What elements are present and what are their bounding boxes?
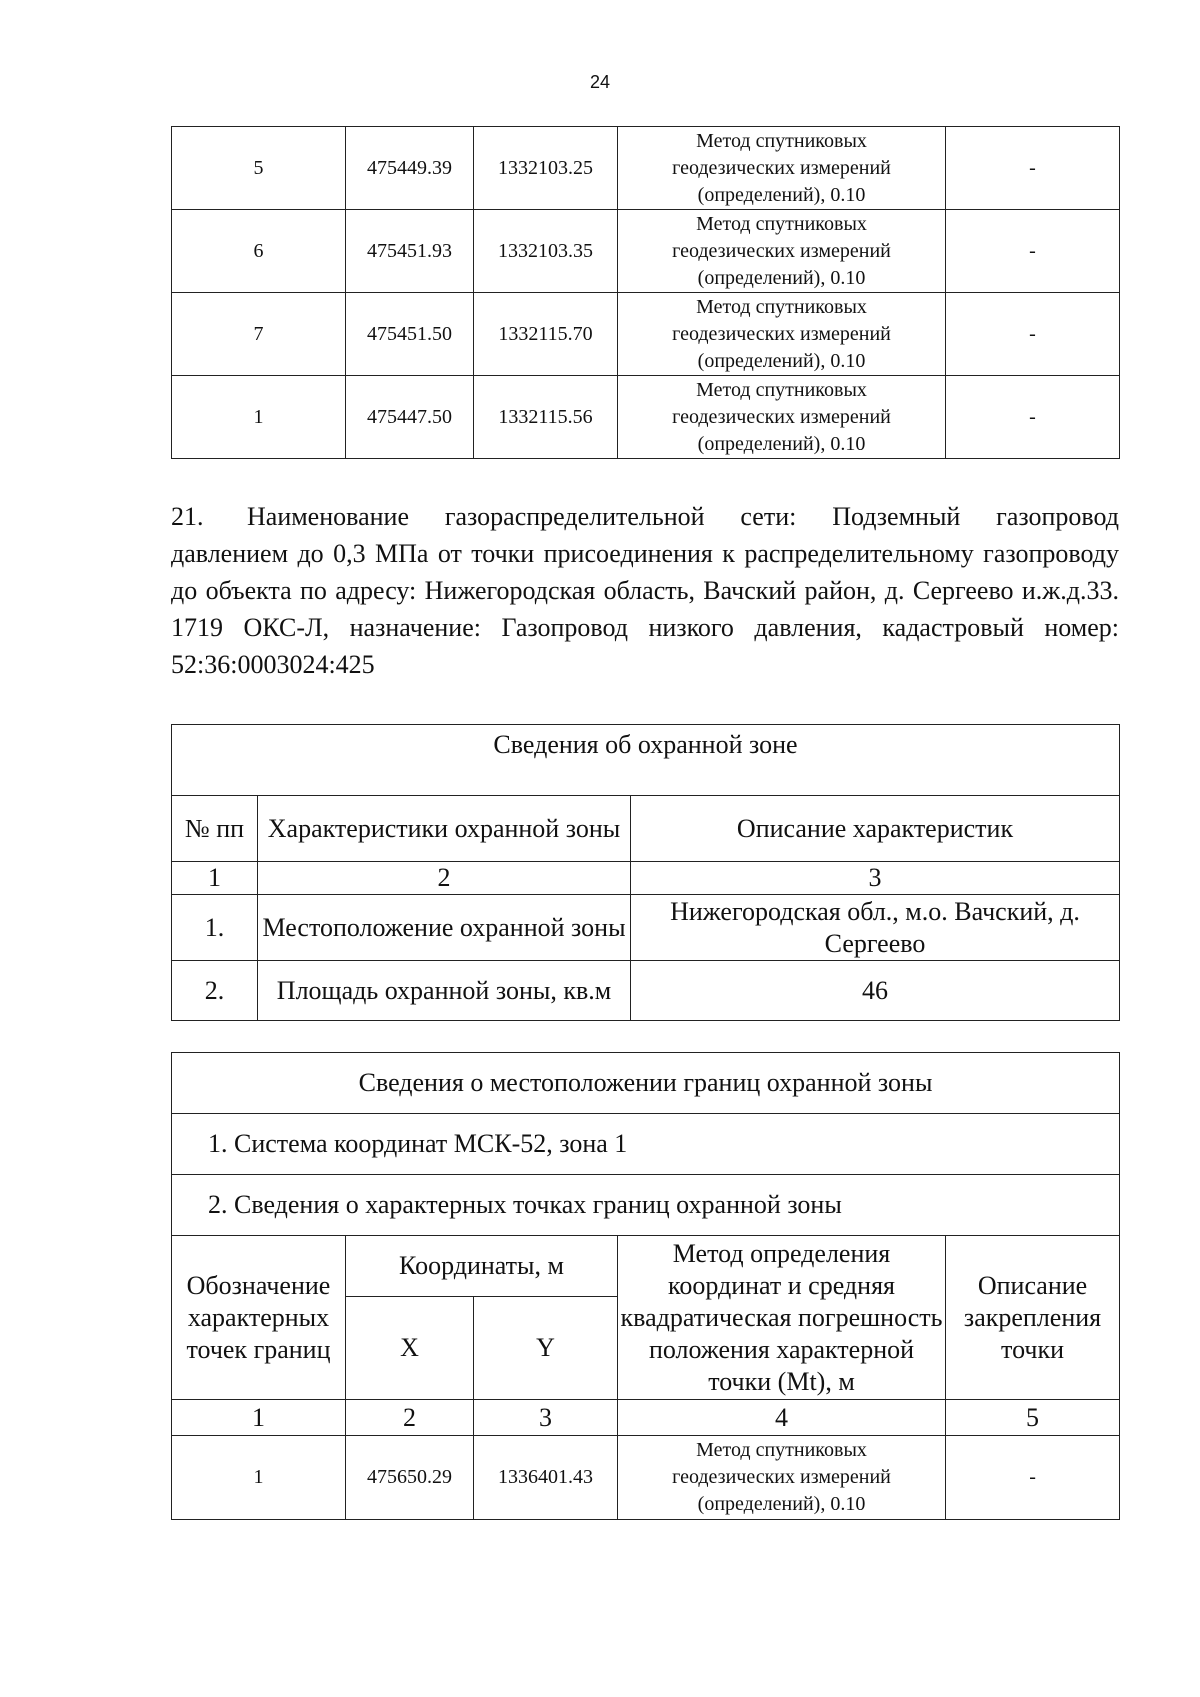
header-description: Описание характеристик [631,796,1120,862]
section-number: 21. [171,502,204,531]
method-line: Метод спутниковых [696,378,867,401]
point-y: 1336401.43 [474,1436,618,1520]
zone-row-num: 2. [172,961,258,1021]
point-fixation: - [946,293,1120,376]
point-fixation: - [946,376,1120,459]
zone-boundaries-table [171,1052,1120,1520]
method-line: геодезических измерений [672,405,891,428]
section-21-paragraph [171,498,1119,683]
point-x: 475451.50 [346,293,474,376]
point-x: 475449.39 [346,127,474,210]
point-id: 1 [172,1436,346,1520]
section-text: Наименование газораспределительной сети: Подземный газопровод давлением до 0,3 МПа от точки присоединения к распределительному газопроводу до объекта по адресу: Нижегородская область, Вачский район, д. Сергеево и.ж.д.33. 1719 ОКС-Л, назначение: Газопровод низкого давления, кадастровый номер: 52:36:0003024:425 [171,502,1119,679]
header-coords: Координаты, м [346,1236,618,1297]
header-method: Метод определения координат и средняя квадратическая погрешность положения характерной точки (Mt), м [618,1236,946,1400]
bounds-table-title: Сведения о местоположении границ охранной зоны [172,1053,1120,1114]
point-y: 1332115.56 [474,376,618,459]
page-number: 24 [589,72,611,92]
method-line: (определений), 0.10 [697,349,866,372]
point-method [618,127,946,210]
point-fixation: - [946,210,1120,293]
point-method [618,1436,946,1520]
method-line: Метод спутниковых [696,295,867,318]
point-method [618,293,946,376]
point-x: 475451.93 [346,210,474,293]
zone-row-description: 46 [631,961,1120,1021]
point-id: 7 [172,293,346,376]
method-line: геодезических измерений [672,322,891,345]
table-row [172,293,1120,376]
method-line: геодезических измерений [672,239,891,262]
point-fixation: - [946,127,1120,210]
method-line: Метод спутниковых [696,129,867,152]
protection-zone-table [171,724,1120,1021]
method-line: (определений), 0.10 [697,266,866,289]
point-y: 1332115.70 [474,293,618,376]
index-cell: 3 [474,1400,618,1436]
zone-table-title: Сведения об охранной зоне [172,725,1120,796]
index-cell: 4 [618,1400,946,1436]
point-id: 1 [172,376,346,459]
table-row [172,210,1120,293]
index-cell: 5 [946,1400,1120,1436]
method-line: геодезических измерений [672,156,891,179]
header-num: № пп [172,796,258,862]
zone-row-description: Нижегородская обл., м.о. Вачский, д. Сергеево [631,895,1120,961]
points-title: 2. Сведения о характерных точках границ охранной зоны [172,1175,1120,1236]
index-cell: 2 [346,1400,474,1436]
header-designation: Обозначение характерных точек границ [172,1236,346,1400]
zone-row-characteristic: Площадь охранной зоны, кв.м [258,961,631,1021]
point-fixation: - [946,1436,1120,1520]
header-x: X [346,1297,474,1400]
point-y: 1332103.25 [474,127,618,210]
zone-row-num: 1. [172,895,258,961]
header-fixation: Описание закрепления точки [946,1236,1120,1400]
point-y: 1332103.35 [474,210,618,293]
index-cell: 3 [631,862,1120,895]
index-cell: 2 [258,862,631,895]
method-line: геодезических измерений [672,1466,891,1488]
point-id: 5 [172,127,346,210]
coordinate-system: 1. Система координат МСК-52, зона 1 [172,1114,1120,1175]
method-line: (определений), 0.10 [697,432,866,455]
table-row [172,127,1120,210]
method-line: Метод спутниковых [696,212,867,235]
header-y: Y [474,1297,618,1400]
index-cell: 1 [172,862,258,895]
point-x: 475447.50 [346,376,474,459]
method-line: (определений), 0.10 [697,1493,866,1515]
index-cell: 1 [172,1400,346,1436]
method-line: (определений), 0.10 [697,183,866,206]
point-x: 475650.29 [346,1436,474,1520]
header-characteristic: Характеристики охранной зоны [258,796,631,862]
zone-row-characteristic: Местоположение охранной зоны [258,895,631,961]
table-row [172,376,1120,459]
point-method [618,376,946,459]
points-table-continued [171,126,1120,459]
point-method [618,210,946,293]
point-id: 6 [172,210,346,293]
method-line: Метод спутниковых [696,1439,867,1461]
